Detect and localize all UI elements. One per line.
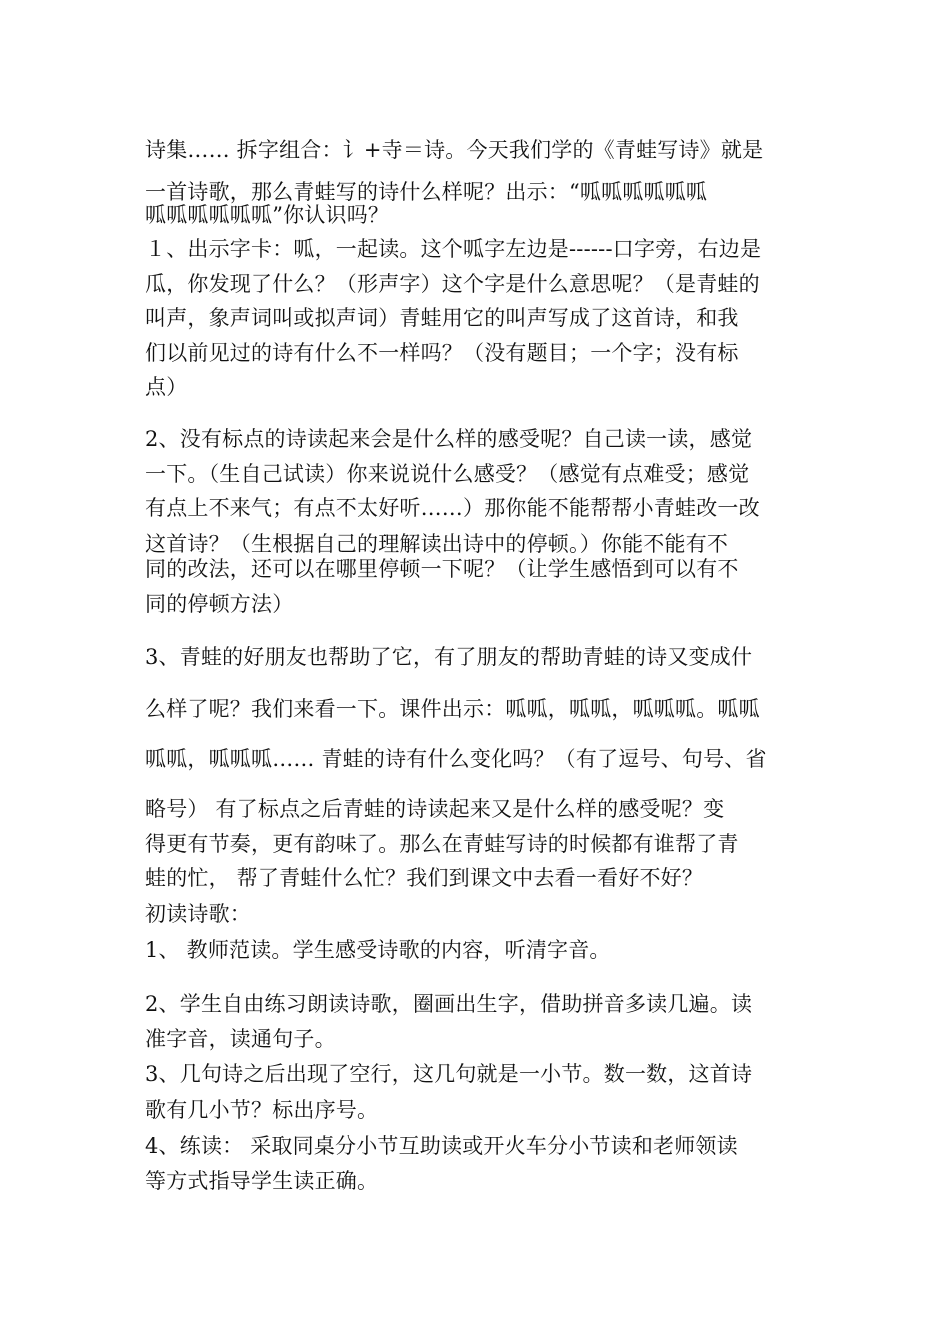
text-line: 初读诗歌： xyxy=(145,902,251,926)
text-line: 同的停顿方法） xyxy=(145,592,294,616)
text-line: 们以前见过的诗有什么不一样吗？（没有题目；一个字；没有标 xyxy=(145,341,739,365)
text-line: 2、学生自由练习朗读诗歌，圈画出生字，借助拼音多读几遍。读 xyxy=(145,992,753,1016)
text-line: 瓜，你发现了什么？（形声字）这个字是什么意思呢？（是青蛙的 xyxy=(145,272,760,296)
text-line: 这首诗？（生根据自己的理解读出诗中的停顿。）你能不能有不 xyxy=(145,532,729,556)
text-line: 4、练读： 采取同桌分小节互助读或开火车分小节读和老师领读 xyxy=(145,1134,738,1158)
text-line: 蛙的忙， 帮了青蛙什么忙？我们到课文中去看一看好不好？ xyxy=(145,866,704,890)
text-line: 一首诗歌，那么青蛙写的诗什么样呢？出示：“呱呱呱呱呱呱 xyxy=(145,180,708,204)
text-line: 准字音，读通句子。 xyxy=(145,1027,336,1051)
text-line: 么样了呢？我们来看一下。课件出示：呱呱，呱呱，呱呱呱。呱呱 xyxy=(145,697,760,721)
text-line: 歌有几小节？标出序号。 xyxy=(145,1098,379,1122)
text-line: 得更有节奏，更有韵味了。那么在青蛙写诗的时候都有谁帮了青 xyxy=(145,832,739,856)
text-line: 叫声，象声词叫或拟声词）青蛙用它的叫声写成了这首诗，和我 xyxy=(145,306,739,330)
text-line: 略号） 有了标点之后青蛙的诗读起来又是什么样的感受呢？变 xyxy=(145,797,725,821)
text-line: 诗集…… 拆字组合：讠+寺＝诗。今天我们学的《青蛙写诗》就是 xyxy=(145,138,764,162)
text-line: 呱呱呱呱呱呱”你认识吗？ xyxy=(145,203,390,227)
text-line: 3、青蛙的好朋友也帮助了它，有了朋友的帮助青蛙的诗又变成什 xyxy=(145,645,753,669)
text-line: 同的改法，还可以在哪里停顿一下呢？（让学生感悟到可以有不 xyxy=(145,557,739,581)
text-line: 点） xyxy=(145,375,188,399)
text-line: 呱呱，呱呱呱…… 青蛙的诗有什么变化吗？（有了逗号、句号、省 xyxy=(145,747,767,771)
text-line: 等方式指导学生读正确。 xyxy=(145,1169,379,1193)
text-line: 1、 教师范读。学生感受诗歌的内容，听清字音。 xyxy=(145,938,611,962)
text-line: 一下。（生自己试读）你来说说什么感受？（感觉有点难受；感觉 xyxy=(145,462,750,486)
text-line: １、出示字卡：呱，一起读。这个呱字左边是------口字旁，右边是 xyxy=(145,237,762,261)
text-line: 有点上不来气；有点不太好听……）那你能不能帮帮小青蛙改一改 xyxy=(145,496,760,520)
text-line: 2、没有标点的诗读起来会是什么样的感受呢？自己读一读，感觉 xyxy=(145,427,753,451)
text-line: 3、几句诗之后出现了空行，这几句就是一小节。数一数，这首诗 xyxy=(145,1062,753,1086)
